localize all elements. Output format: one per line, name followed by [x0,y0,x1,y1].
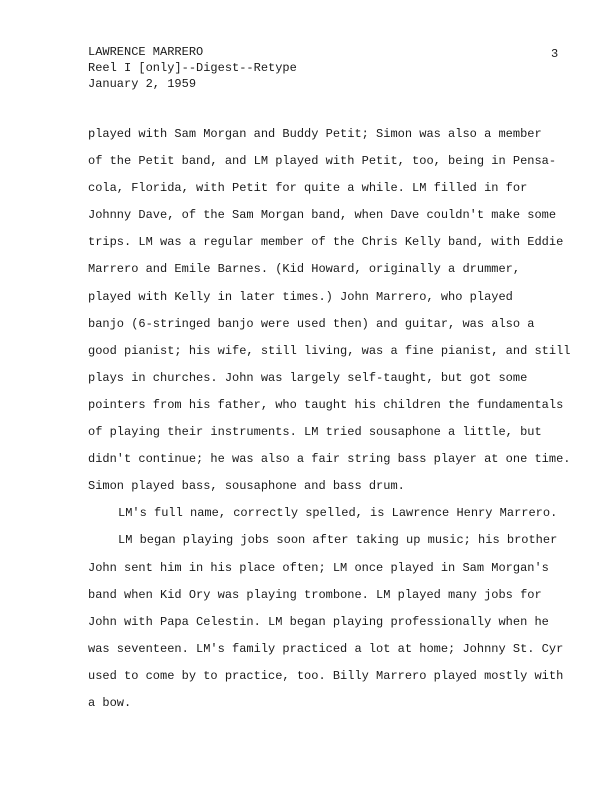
text-line: John sent him in his place often; LM once played in Sam Morgan's [88,560,549,575]
text-line: LM's full name, correctly spelled, is Lawrence Henry Marrero. [118,506,558,521]
text-line: was seventeen. LM's family practiced a lot at home; Johnny St. Cyr [88,641,564,656]
text-line: of playing their instruments. LM tried sousaphone a little, but [88,425,542,440]
header-reel-info: Reel I [only]--Digest--Retype [88,61,297,75]
header-name: LAWRENCE MARRERO [88,45,204,59]
text-line: Simon played bass, sousaphone and bass drum. [88,479,405,494]
text-line: pointers from his father, who taught his children the fundamentals [88,397,564,412]
text-line: didn't continue; he was also a fair string bass player at one time. [88,452,571,467]
text-line: John with Papa Celestin. LM began playing professionally when he [88,614,549,629]
text-line: Johnny Dave, of the Sam Morgan band, when Dave couldn't make some [88,208,557,223]
text-line: Marrero and Emile Barnes. (Kid Howard, originally a drummer, [88,262,521,277]
text-line: played with Kelly in later times.) John Marrero, who played [88,289,513,304]
text-line: a bow. [88,695,132,710]
text-line: used to come by to practice, too. Billy Marrero played mostly with [88,668,564,683]
text-line: trips. LM was a regular member of the Chris Kelly band, with Eddie [88,235,564,250]
page-number: 3 [551,47,559,61]
text-line: band when Kid Ory was playing trombone. LM played many jobs for [88,587,542,602]
text-line: good pianist; his wife, still living, was a fine pianist, and still [88,343,571,358]
text-line: cola, Florida, with Petit for quite a while. LM filled in for [88,181,528,196]
text-line: played with Sam Morgan and Buddy Petit; Simon was also a member [88,127,542,141]
document-header [88,44,297,92]
header-date: January 2, 1959 [88,77,197,91]
text-line: LM began playing jobs soon after taking up music; his brother [118,533,558,548]
text-line: plays in churches. John was largely self-taught, but got some [88,370,528,385]
document-body [88,125,588,721]
text-line: banjo (6-stringed banjo were used then) and guitar, was also a [88,316,535,331]
text-line: of the Petit band, and LM played with Petit, too, being in Pensa- [88,154,557,169]
